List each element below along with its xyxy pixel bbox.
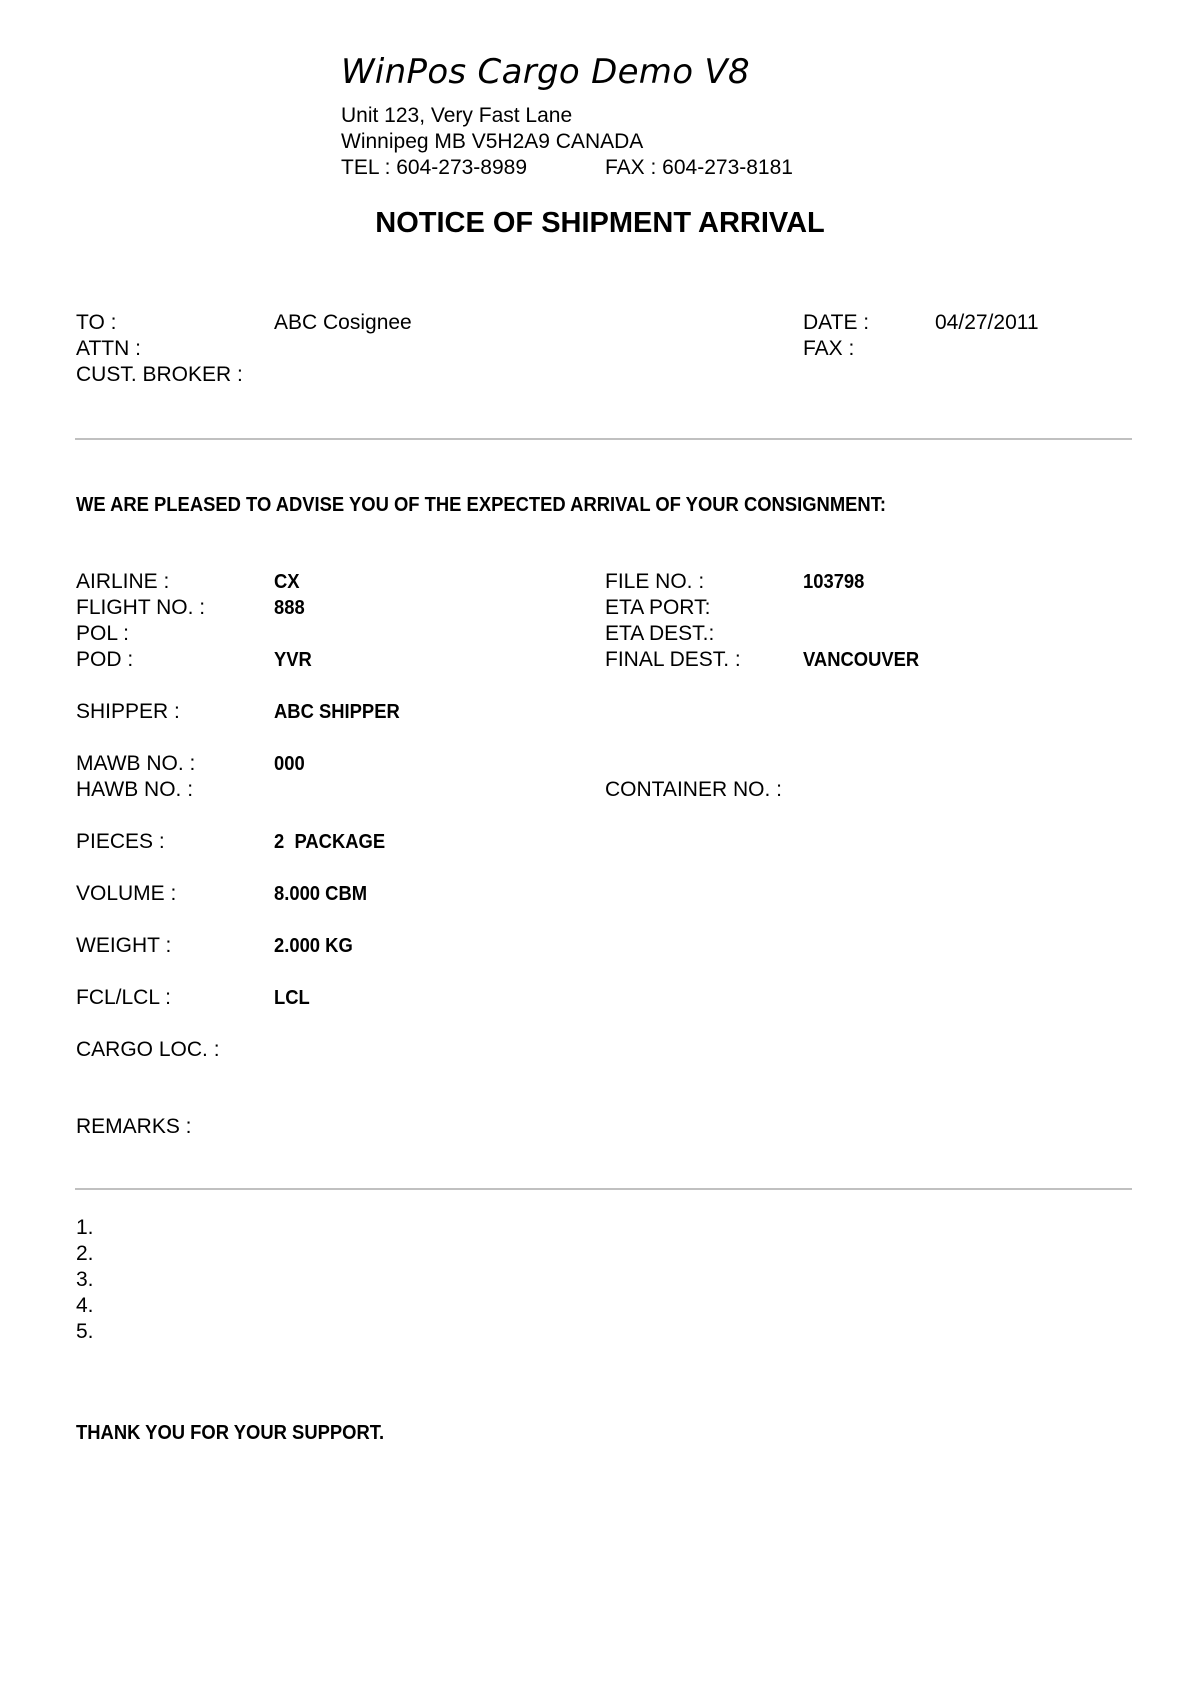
fcl-lcl-label: FCL/LCL :: [76, 986, 171, 1009]
remarks-label: REMARKS :: [76, 1115, 192, 1138]
pod-label: POD :: [76, 648, 134, 671]
shipper-label: SHIPPER :: [76, 700, 180, 723]
date-label: DATE :: [803, 311, 870, 334]
volume-label: VOLUME :: [76, 882, 177, 905]
note-item: 5.: [76, 1320, 94, 1343]
flight-no-value: 888: [274, 597, 305, 619]
note-item: 4.: [76, 1294, 94, 1317]
pod-value: YVR: [274, 649, 312, 671]
thank-you-text: THANK YOU FOR YOUR SUPPORT.: [76, 1422, 385, 1444]
fcl-lcl-value: LCL: [274, 987, 310, 1009]
mawb-no-value: 000: [274, 753, 305, 775]
note-item: 2.: [76, 1242, 94, 1265]
pieces-label: PIECES :: [76, 830, 165, 853]
divider-top: [75, 438, 1132, 440]
file-no-label: FILE NO. :: [605, 570, 705, 593]
final-dest-label: FINAL DEST. :: [605, 648, 741, 671]
weight-value: 2.000 KG: [274, 935, 353, 957]
date-value: 04/27/2011: [935, 311, 1039, 334]
file-no-value: 103798: [803, 571, 865, 593]
fax-label: FAX :: [803, 337, 855, 360]
final-dest-value: VANCOUVER: [803, 649, 920, 671]
shipper-value: ABC SHIPPER: [274, 701, 400, 723]
mawb-no-label: MAWB NO. :: [76, 752, 196, 775]
company-address-line2: Winnipeg MB V5H2A9 CANADA: [341, 130, 644, 153]
company-tel: TEL : 604-273-8989: [341, 156, 528, 179]
note-item: 1.: [76, 1216, 94, 1239]
eta-port-label: ETA PORT:: [605, 596, 711, 619]
to-label: TO :: [76, 311, 117, 334]
divider-bottom: [75, 1188, 1132, 1190]
pieces-value: 2 PACKAGE: [274, 831, 386, 853]
hawb-no-label: HAWB NO. :: [76, 778, 194, 801]
advise-text: WE ARE PLEASED TO ADVISE YOU OF THE EXPECTED ARRIVAL OF YOUR CONSIGNMENT:: [76, 494, 887, 516]
volume-value: 8.000 CBM: [274, 883, 368, 905]
cust-broker-label: CUST. BROKER :: [76, 363, 243, 386]
eta-dest-label: ETA DEST.:: [605, 622, 715, 645]
note-item: 3.: [76, 1268, 94, 1291]
cargo-loc-label: CARGO LOC. :: [76, 1038, 220, 1061]
airline-value: CX: [274, 571, 300, 593]
company-name: WinPos Cargo Demo V8: [341, 52, 750, 92]
container-no-label: CONTAINER NO. :: [605, 778, 782, 801]
company-fax: FAX : 604-273-8181: [605, 156, 793, 179]
airline-label: AIRLINE :: [76, 570, 170, 593]
document-title: NOTICE OF SHIPMENT ARRIVAL: [375, 207, 825, 239]
to-value: ABC Cosignee: [274, 311, 412, 334]
attn-label: ATTN :: [76, 337, 141, 360]
weight-label: WEIGHT :: [76, 934, 172, 957]
flight-no-label: FLIGHT NO. :: [76, 596, 206, 619]
pol-label: POL :: [76, 622, 129, 645]
company-address-line1: Unit 123, Very Fast Lane: [341, 104, 573, 127]
